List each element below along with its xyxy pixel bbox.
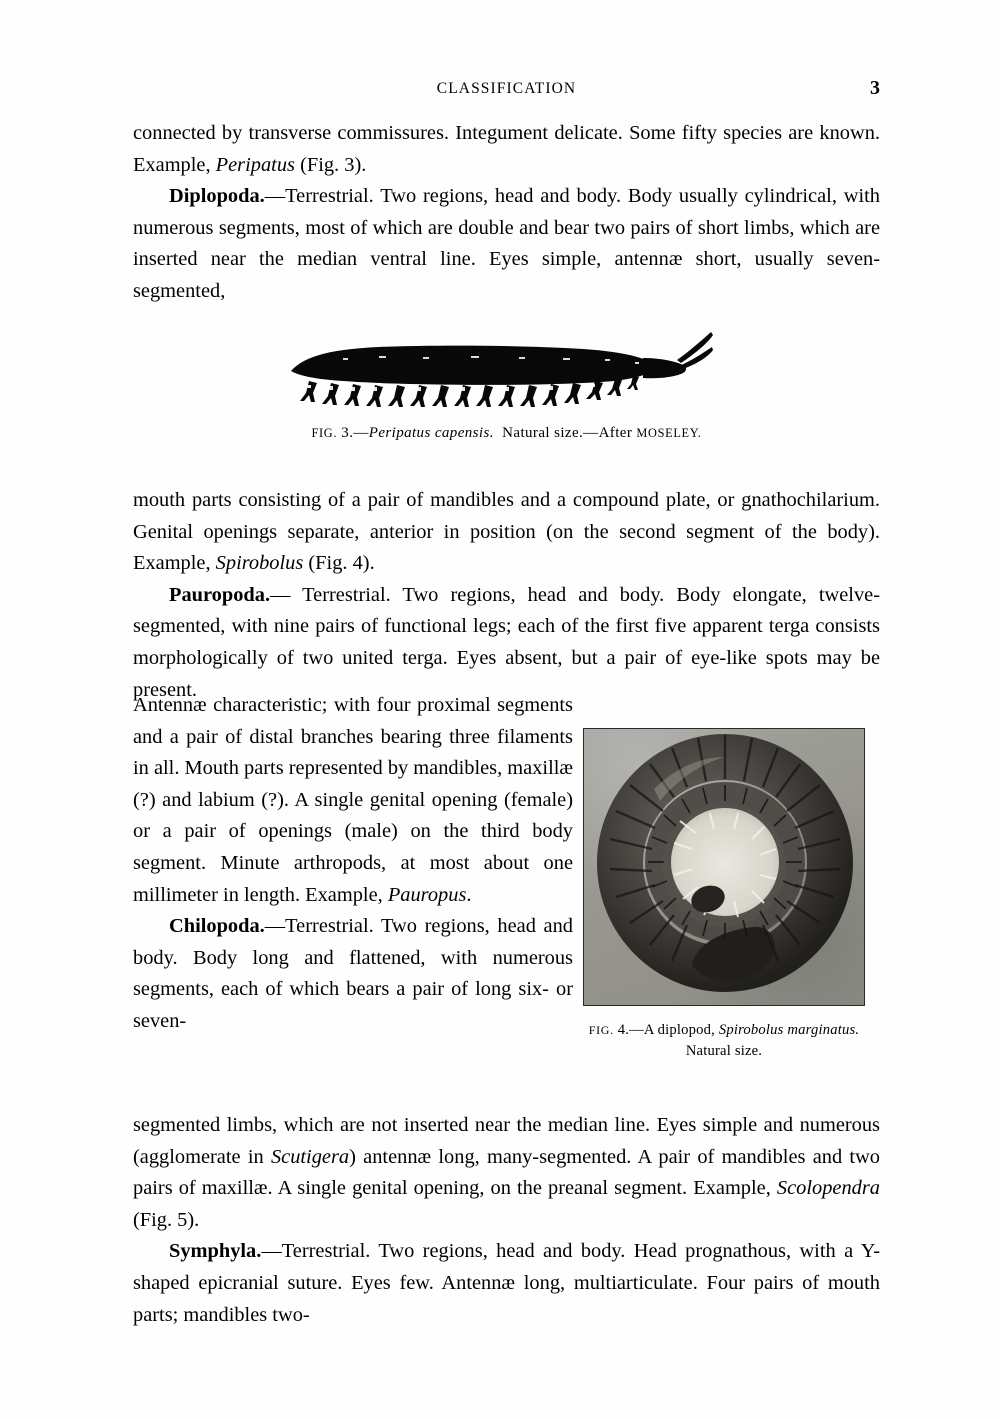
chilopoda-cont-c: (Fig. 5).	[133, 1208, 200, 1231]
pauropoda-text: — Terrestrial. Two regions, head and body. Body elongate, twelve-segmented, with nine pairs of functional legs; each of the first five apparent terga consists morphologically of two united terga. Eyes absent, but a pair of eye-like spots may be present.	[133, 583, 880, 701]
figure-4-species-1: Spirobolus	[718, 1022, 784, 1038]
figure-4-number: 4.	[617, 1022, 630, 1038]
text-block-middle	[133, 485, 880, 706]
figure-4-note: Natural size.	[685, 1043, 763, 1059]
onychophora-line-2b: (Fig. 3).	[294, 153, 367, 176]
figure-4	[583, 728, 867, 1059]
figure-3-label: FIG.	[311, 426, 338, 440]
species-scolopendra: Scolopendra	[776, 1177, 880, 1200]
figure-3-caption	[133, 425, 880, 442]
species-pauropus: Pauropus	[387, 883, 467, 906]
figure-3-credit: MOSELEY.	[636, 426, 702, 440]
paragraph-diplopoda-continuation	[133, 485, 880, 580]
onychophora-line-2a: fifty species are known. Example,	[133, 122, 880, 176]
figure-3-dash: —	[353, 425, 369, 441]
chilopoda-wrapped-text: —Terrestrial. Two regions, head and body. Body long and flattened, with numerous segments, each of which bears a pair of long six- or seven-	[133, 915, 573, 1032]
pauropoda-wrap-a: Antennæ characteristic; with four proximal segments and a pair of distal branches bearing three filaments in all. Mouth parts represented by mandibles, maxillæ (?) and labium (?). A single genital opening (female) or a pair of openings (male) on the third body segment. Minute arthropods, at most about one millimeter in length. Example,	[133, 694, 574, 906]
text-block-wrapped-left	[133, 690, 573, 1038]
figure-4-species-2: marginatus.	[787, 1022, 860, 1038]
pauropoda-wrap-b: .	[466, 883, 472, 906]
text-block-top	[133, 118, 880, 308]
running-head-title: CLASSIFICATION	[436, 80, 577, 97]
peripatus-illustration	[283, 325, 713, 413]
figure-4-label: FIG.	[588, 1023, 614, 1037]
figure-4-description: —A diplopod,	[629, 1022, 715, 1038]
figure-3-number: 3.	[341, 425, 354, 441]
running-head	[133, 77, 880, 104]
diplopoda-text: —Terrestrial. Two regions, head and body. Body usually cylindrical, with numerous segments, most of which are double and bear two pairs of short limbs, which are inserted near the median ventral line. Eyes simple, antennæ short, usually seven-segmented,	[133, 185, 880, 302]
chilopoda-cont-a: segmented limbs, which are not inserted near the median line. Eyes simple and numerous (agglomerate in	[133, 1114, 880, 1168]
spirobolus-photo	[583, 728, 865, 1006]
paragraph-pauropoda-wrapped	[133, 690, 573, 911]
heading-symphyla: Symphyla.	[169, 1240, 262, 1263]
figure-3-species: Peripatus capensis.	[368, 425, 494, 441]
species-scutigera: Scutigera	[270, 1145, 350, 1168]
heading-chilopoda: Chilopoda.	[169, 915, 265, 938]
figure-3-note: Natural size.—After	[502, 425, 633, 441]
heading-pauropoda: Pauropoda.	[169, 583, 271, 606]
paragraph-chilopoda-continuation	[133, 1110, 880, 1236]
paragraph-diplopoda	[133, 181, 880, 307]
paragraph-pauropoda	[133, 580, 880, 706]
symphyla-text: —Terrestrial. Two regions, head and body. Head prognathous, with a Y-shaped epicranial suture. Eyes few. Antennæ long, multiarticulate. Four pairs of mouth parts; mandibles two-	[133, 1240, 880, 1326]
onychophora-line-1: connected by transverse commissures. Integument delicate. Some	[133, 122, 676, 144]
text-block-bottom	[133, 1110, 880, 1331]
heading-diplopoda: Diplopoda.	[169, 185, 265, 208]
paragraph-symphyla	[133, 1236, 880, 1331]
figure-4-caption	[571, 1020, 877, 1062]
figure-3	[133, 325, 880, 465]
chilopoda-cont-b: ) antennæ long, many-segmented. A pair of mandibles and two pairs of maxillæ. A single genital opening, on the preanal segment. Example,	[133, 1145, 880, 1200]
diplopoda-cont-b: (Fig. 4).	[303, 552, 375, 575]
diplopoda-cont-a: mouth parts consisting of a pair of mandibles and a compound plate, or gnathochilarium. Genital openings separate, anterior in position (on the second segment of the body). Example,	[133, 489, 880, 575]
species-peripatus: Peripatus	[215, 153, 295, 176]
species-spirobolus: Spirobolus	[215, 552, 304, 575]
paragraph-onychophora-continuation	[133, 118, 880, 181]
page-number: 3	[870, 77, 880, 99]
paragraph-chilopoda-wrapped	[133, 911, 573, 1037]
